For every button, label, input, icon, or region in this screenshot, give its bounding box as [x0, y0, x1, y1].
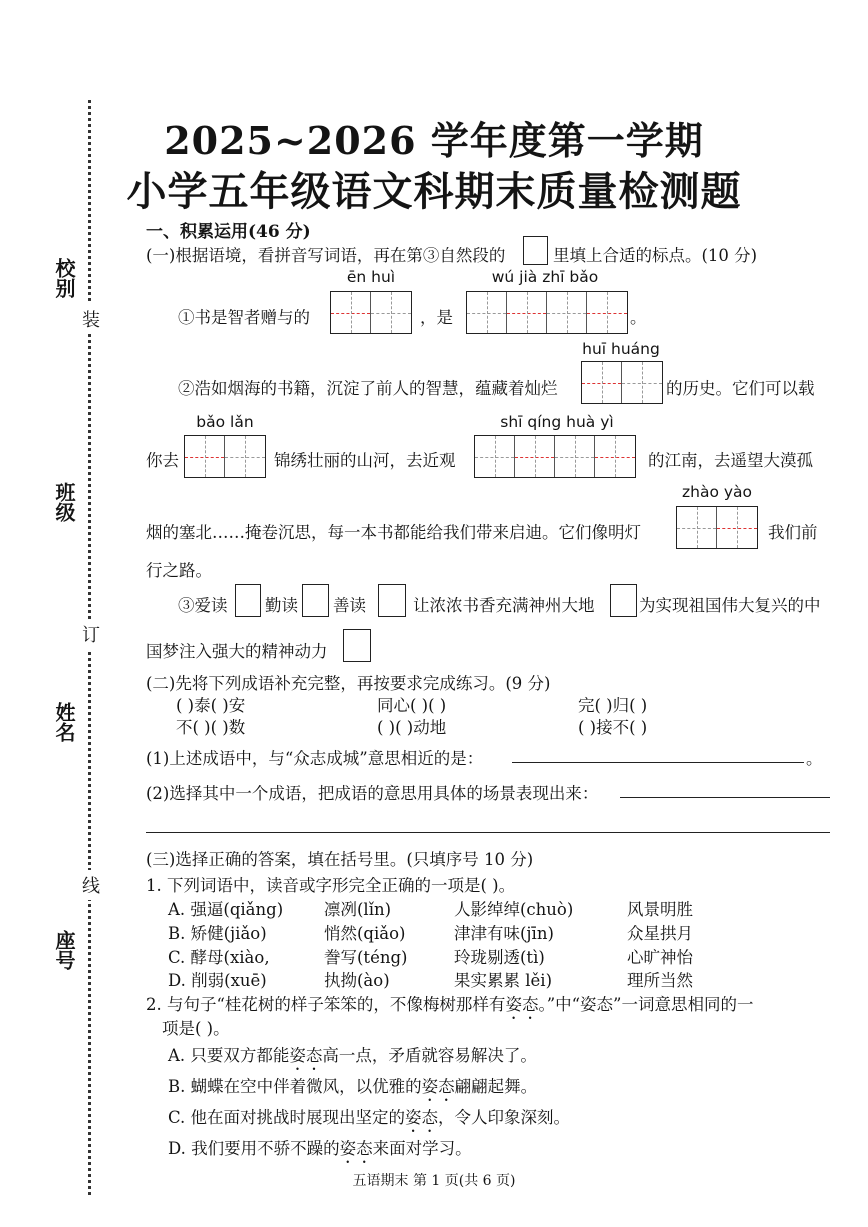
answer-line-q2a[interactable] — [620, 797, 830, 798]
label-class: 班级 — [52, 482, 76, 522]
p3-seg2: 勤读 — [265, 596, 298, 615]
p2-line2-mid: 锦绣壮丽的山河，去近观 — [274, 451, 456, 470]
p2-line2-pre: 你去 — [146, 451, 179, 470]
answer-grid-huihuang[interactable] — [581, 361, 663, 404]
q1-option-d-3: 果实累累 lěi) — [454, 971, 553, 990]
p1-post: 。 — [630, 308, 647, 327]
q1-option-c-4: 心旷神怡 — [627, 948, 693, 967]
pinyin-enhui: ēn huì — [346, 268, 396, 286]
idiom-r1c1: ( )泰( )安 — [176, 696, 246, 715]
pinyin-baolan: bǎo lǎn — [196, 413, 254, 431]
idiom-r1c2: 同心( )( ) — [377, 696, 447, 715]
punct-box-2[interactable] — [302, 584, 329, 617]
q2-stem-line1 — [146, 991, 754, 1023]
pinyin-wujiazhibao: wú jià zhī bǎo — [491, 268, 599, 286]
punct-box-3[interactable] — [378, 584, 406, 617]
page-footer: 五语期末 第 1 页(共 6 页) — [352, 1173, 516, 1189]
q2-option-d-post: 来面对学习。 — [372, 1139, 472, 1158]
q2-option-d-word: 姿态 — [339, 1139, 373, 1158]
q1-option-c-3: 玲珑剔透(tì) — [454, 948, 545, 967]
label-seat: 座号 — [52, 930, 76, 970]
punctuation-sample-box — [523, 236, 548, 265]
q2-option-a — [168, 1042, 537, 1074]
q1-option-b-4: 众星拱月 — [627, 924, 693, 943]
p2-line1-post: 的历史。它们可以载 — [666, 379, 815, 398]
p3-line2: 国梦注入强大的精神动力 — [146, 642, 328, 661]
p3-seg1: ③爱读 — [178, 596, 228, 615]
part2-q1: (1)上述成语中，与“众志成城”意思相近的是： — [146, 749, 484, 768]
part2-q2: (2)选择其中一个成语，把成语的意思用具体的场景表现出来： — [146, 784, 599, 803]
q2-option-b-word: 姿态 — [421, 1077, 455, 1096]
q1-option-b-2: 悄然(qiǎo) — [324, 924, 406, 943]
label-name: 姓名 — [52, 702, 76, 742]
idiom-r2c2: ( )( )动地 — [377, 718, 447, 737]
q2-stem-word: 姿态 — [505, 995, 539, 1014]
punct-box-4[interactable] — [610, 584, 637, 617]
p2-line3-pre: 烟的塞北……掩卷沉思，每一本书都能给我们带来启迪。它们像明灯 — [146, 523, 641, 542]
q1-stem: 1. 下列词语中，读音或字形完全正确的一项是( )。 — [146, 876, 516, 895]
bind-mark-xian: 线 — [82, 870, 98, 900]
q2-option-b — [168, 1073, 537, 1105]
answer-grid-baolan[interactable] — [184, 435, 266, 478]
part2-q1-end: 。 — [806, 749, 823, 768]
p3-seg3: 善读 — [333, 596, 366, 615]
bind-mark-ding: 订 — [82, 619, 98, 649]
punct-box-1[interactable] — [235, 584, 261, 617]
bind-mark-zhuang: 装 — [82, 304, 98, 334]
q1-option-a-4: 风景明胜 — [627, 900, 693, 919]
answer-grid-enhui[interactable] — [330, 291, 412, 334]
q1-option-b-3: 津津有味(jīn) — [454, 924, 554, 943]
q2-option-c-word: 姿态 — [405, 1108, 439, 1127]
q2-stem-line2: 项是( )。 — [162, 1019, 230, 1038]
p1-pre: ①书是智者赠与的 — [178, 308, 310, 327]
label-school: 校别 — [52, 258, 76, 298]
p3-seg5: 为实现祖国伟大复兴的中 — [639, 596, 821, 615]
q1-option-b-1: B. 矫健(jiǎo) — [168, 924, 267, 943]
idiom-r2c1: 不( )( )数 — [176, 718, 246, 737]
part2-instruction: (二)先将下列成语补充完整，再按要求完成练习。(9 分) — [146, 674, 551, 693]
q2-option-c — [168, 1104, 570, 1136]
q1-option-d-4: 理所当然 — [627, 971, 693, 990]
q1-option-c-1: C. 酵母(xiào, — [168, 948, 270, 967]
answer-grid-zhaoyao[interactable] — [676, 506, 758, 549]
q2-option-d-pre: D. 我们要用不骄不躁的 — [168, 1139, 340, 1158]
p2-line1-pre: ②浩如烟海的书籍，沉淀了前人的智慧，蕴藏着灿烂 — [178, 379, 558, 398]
section-heading: 一、积累运用(46 分) — [146, 222, 311, 242]
q2-option-c-pre: C. 他在面对挑战时展现出坚定的 — [168, 1108, 406, 1127]
answer-line-q2b[interactable] — [146, 832, 830, 833]
answer-line-q1[interactable] — [512, 762, 804, 763]
q1-option-a-2: 凛冽(lǐn) — [324, 900, 392, 919]
pinyin-zhaoyao: zhào yào — [681, 483, 753, 501]
p2-line3-post: 我们前 — [768, 523, 818, 542]
page-title-line2: 小学五年级语文科期末质量检测题 — [126, 168, 742, 215]
q2-stem-a: 2. 与句子“桂花树的样子笨笨的，不像梅树那样有 — [146, 995, 506, 1014]
pinyin-shiqinghuayi: shī qíng huà yì — [500, 413, 614, 431]
q2-option-a-word: 姿态 — [289, 1046, 323, 1065]
q2-option-b-pre: B. 蝴蝶在空中伴着微风，以优雅的 — [168, 1077, 422, 1096]
q1-option-c-2: 誊写(téng) — [324, 948, 408, 967]
q2-option-a-pre: A. 只要双方都能 — [168, 1046, 290, 1065]
q1-option-a-3: 人影绰绰(chuò) — [454, 900, 574, 919]
q1-option-d-2: 执拗(ào) — [324, 971, 390, 990]
answer-grid-wujiazhibao[interactable] — [466, 291, 628, 334]
part1-instruction-post: 里填上合适的标点。(10 分) — [553, 246, 758, 265]
part1-instruction-pre: (一)根据语境，看拼音写词语，再在第③自然段的 — [146, 246, 506, 265]
p2-line2-post: 的江南，去遥望大漠孤 — [648, 451, 813, 470]
p3-seg4: 让浓浓书香充满神州大地 — [413, 596, 595, 615]
q2-stem-b: 。”中“姿态”一词意思相同的一 — [538, 995, 754, 1014]
q2-option-a-post: 高一点，矛盾就容易解决了。 — [322, 1046, 537, 1065]
p1-mid: ，是 — [420, 308, 453, 327]
idiom-r1c3: 完( )归( ) — [578, 696, 648, 715]
idiom-r2c3: ( )接不( ) — [578, 718, 648, 737]
pinyin-huihuang: huī huáng — [582, 340, 660, 358]
q2-option-d — [168, 1135, 472, 1167]
q1-option-d-1: D. 削弱(xuē) — [168, 971, 267, 990]
part3-instruction: (三)选择正确的答案，填在括号里。(只填序号 10 分) — [146, 850, 534, 869]
punct-box-5[interactable] — [343, 629, 371, 662]
p2-line4: 行之路。 — [146, 561, 212, 580]
q2-option-c-post: ，令人印象深刻。 — [438, 1108, 571, 1127]
q1-option-a-1: A. 强逼(qiǎng) — [168, 900, 284, 919]
page-title-line1: 2025~2026 学年度第一学期 — [164, 118, 704, 163]
answer-grid-shiqinghuayi[interactable] — [474, 435, 636, 478]
q2-option-b-post: 翩翩起舞。 — [454, 1077, 538, 1096]
